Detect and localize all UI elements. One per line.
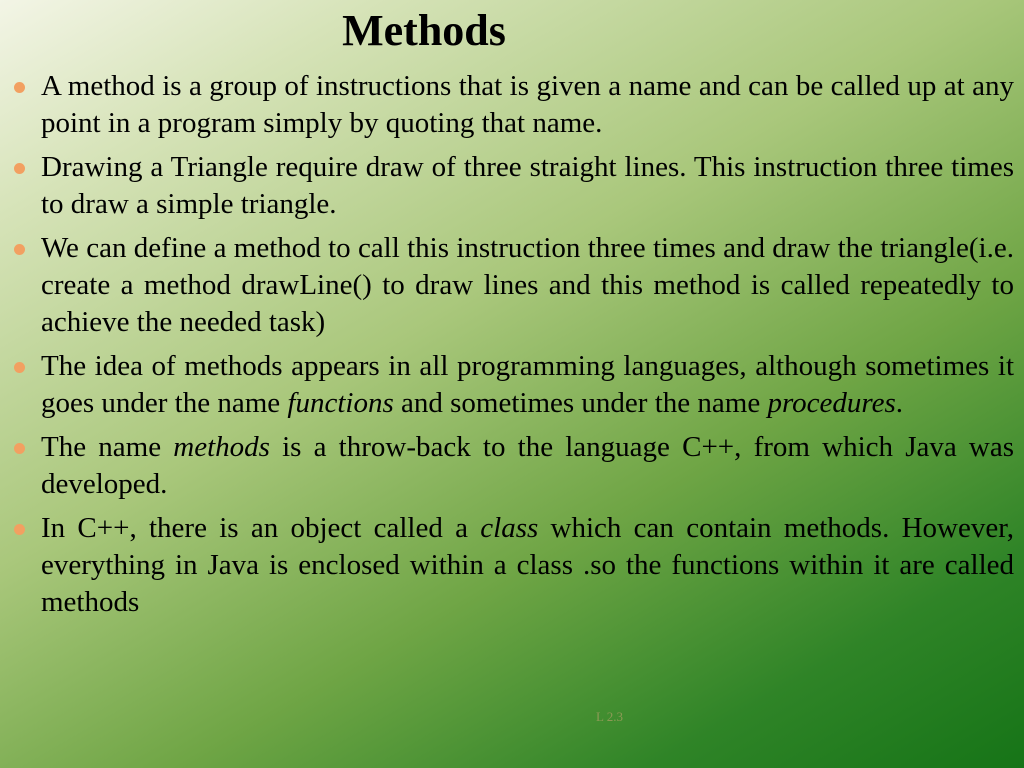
bullet-item-method-definition xyxy=(14,68,1014,142)
slide-footer-label: L 2.3 xyxy=(596,709,623,724)
bullet-text: Drawing a Triangle require draw of three straight lines. This instruction three times to draw a simple triangle. xyxy=(41,151,1014,220)
slide-title: Methods xyxy=(342,6,506,55)
bullet-text-part: The name xyxy=(41,431,174,463)
bullet-text-part: The idea of methods appears in all programming languages, although sometimes it goes under the name xyxy=(41,350,1014,419)
bullet-list xyxy=(14,68,1014,628)
bullet-dot-icon xyxy=(14,244,25,255)
bullet-item-idea-of-methods xyxy=(14,348,1014,422)
emphasis-methods: methods xyxy=(173,431,270,463)
bullet-text-part: . xyxy=(895,387,904,419)
bullet-dot-icon xyxy=(14,524,25,535)
bullet-dot-icon xyxy=(14,362,25,373)
bullet-dot-icon xyxy=(14,163,25,174)
bullet-item-define-method xyxy=(14,230,1014,341)
bullet-text: We can define a method to call this instruction three times and draw the triangle(i.e. create a method drawLine() to draw lines and this method is called repeatedly to achieve the needed task) xyxy=(41,232,1014,338)
bullet-dot-icon xyxy=(14,443,25,454)
emphasis-procedures: procedures xyxy=(767,387,896,419)
emphasis-functions: functions xyxy=(287,387,394,419)
bullet-text: A method is a group of instructions that is given a name and can be called up at any point in a program simply by quoting that name. xyxy=(41,70,1014,139)
emphasis-class: class xyxy=(480,512,539,544)
bullet-text-part: which can contain methods. However, everything in Java is enclosed within a class .so the functions within it are called methods xyxy=(41,512,1014,618)
bullet-item-name-methods xyxy=(14,429,1014,503)
bullet-dot-icon xyxy=(14,82,25,93)
bullet-text-part: In C++, there is an object called a xyxy=(41,512,481,544)
bullet-text-part: and sometimes under the name xyxy=(393,387,768,419)
bullet-item-class xyxy=(14,510,1014,621)
bullet-item-triangle xyxy=(14,149,1014,223)
bullet-text-part: is a throw-back to the language C++, from which Java was developed. xyxy=(41,431,1014,500)
